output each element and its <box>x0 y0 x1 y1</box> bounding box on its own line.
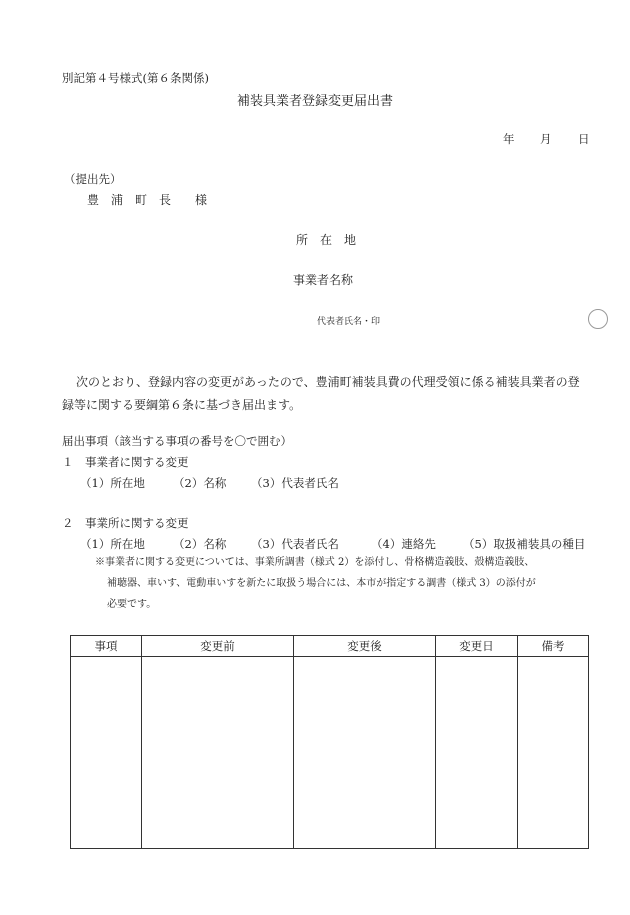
header-item: 事項 <box>71 636 142 657</box>
cell-before[interactable] <box>142 657 294 849</box>
header-remarks: 備考 <box>518 636 589 657</box>
cell-change-date[interactable] <box>436 657 518 849</box>
note-line-1: ※事業者に関する変更については、事業所調書（様式 2）を添付し、骨格構造義肢、殻構造義肢、 <box>95 557 535 568</box>
change-record-table <box>70 635 589 849</box>
form-number: 別記第４号様式(第６条関係) <box>62 71 209 85</box>
cell-item[interactable] <box>71 657 142 849</box>
date-day-label: 日 <box>578 132 590 146</box>
header-change-date: 変更日 <box>436 636 518 657</box>
header-after: 変更後 <box>294 636 436 657</box>
section-1-option-1: （1）所在地 <box>80 476 145 490</box>
section-2-option-4: （4）連絡先 <box>371 537 436 551</box>
section-1-heading: １ 事業者に関する変更 <box>62 455 189 469</box>
section-2-option-5: （5）取扱補装具の種目 <box>463 537 586 551</box>
section-1-option-3: （3）代表者氏名 <box>251 476 339 490</box>
section-1-option-2: （2）名称 <box>173 476 227 490</box>
body-line-2: 録等に関する要綱第６条に基づき届出ます。 <box>62 398 302 412</box>
body-line-1: 次のとおり、登録内容の変更があったので、豊浦町補装具費の代理受領に係る補装具業者の登 <box>76 375 580 389</box>
header-before: 変更前 <box>142 636 294 657</box>
section-2-heading: ２ 事業所に関する変更 <box>62 516 189 530</box>
address-label: 所 在 地 <box>296 233 357 247</box>
representative-label: 代表者氏名・印 <box>317 317 381 327</box>
date-month-label: 月 <box>540 132 552 146</box>
table-header-row <box>71 636 589 657</box>
cell-remarks[interactable] <box>518 657 589 849</box>
items-heading: 届出事項（該当する事項の番号を〇で囲む） <box>62 434 292 448</box>
addressee-name: 豊 浦 町 長 様 <box>87 193 208 207</box>
table-row <box>71 657 589 849</box>
note-line-3: 必要です。 <box>107 599 157 610</box>
business-name-label: 事業者名称 <box>293 273 354 287</box>
note-line-2: 補聴器、車いす、電動車いすを新たに取扱う場合には、本市が指定する調書（様式 3）の添付が <box>107 578 536 589</box>
cell-after[interactable] <box>294 657 436 849</box>
section-2-option-3: （3）代表者氏名 <box>251 537 339 551</box>
section-2-option-1: （1）所在地 <box>80 537 145 551</box>
date-year-label: 年 <box>503 132 515 146</box>
addressee-label: （提出先） <box>64 172 122 186</box>
seal-circle <box>588 309 608 329</box>
page-title: 補装具業者登録変更届出書 <box>236 94 393 109</box>
section-2-option-2: （2）名称 <box>173 537 227 551</box>
